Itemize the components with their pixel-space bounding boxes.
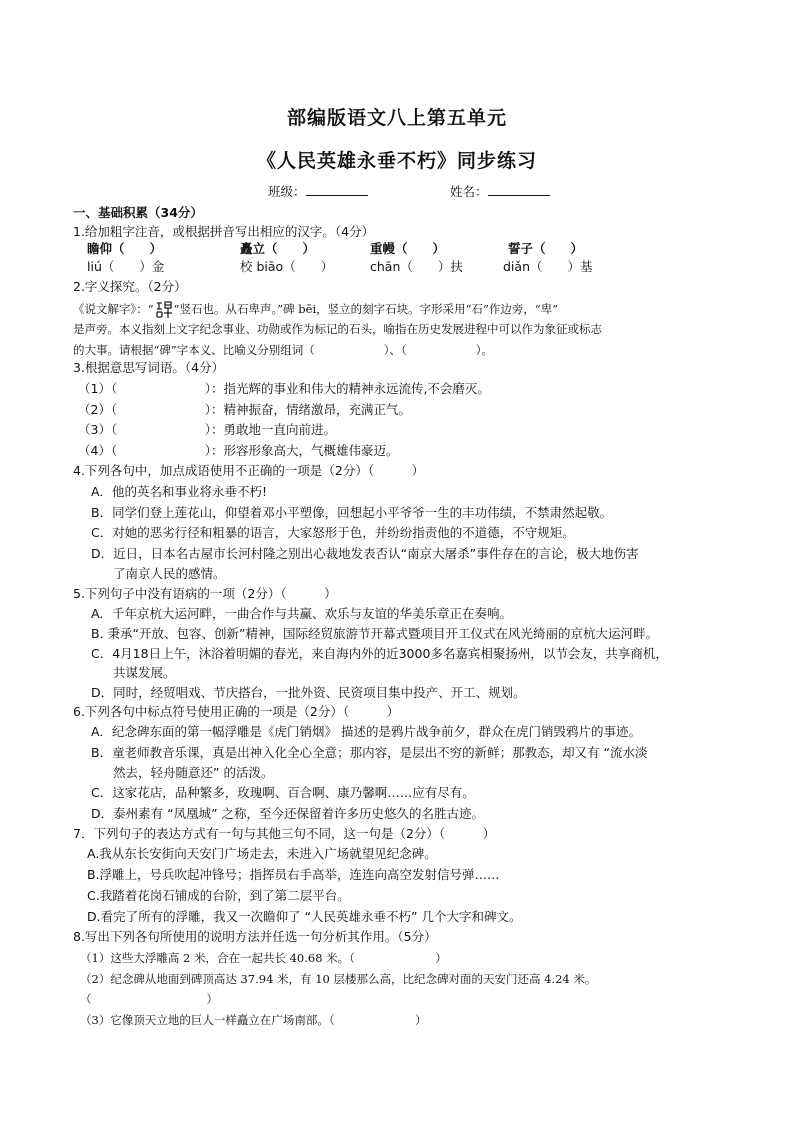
name-blank[interactable] bbox=[488, 183, 550, 196]
q4-option-d-cont: 了南京人民的感情。 bbox=[113, 566, 226, 581]
q5-option-c-cont: 共谋发展。 bbox=[113, 665, 176, 680]
worksheet-subtitle: 《人民英雄永垂不朽》同步练习 bbox=[256, 150, 537, 172]
q7-option-a: A.我从东长安街向天安门广场走去，未进入广场就望见纪念碑。 bbox=[87, 846, 437, 861]
q4-option-c: C．对她的恶劣行径和粗暴的语言，大家怒形于色，并纷纷指责他的不道德，不守规矩。 bbox=[91, 525, 575, 540]
q4-option-d: D．近日，日本名古屋市长河村隆之别出心裁地发表否认“南京大屠杀”事件存在的言论，极大地伤害 bbox=[91, 546, 639, 561]
q3-item-3: （3）（ ）：勇敢地一直向前进。 bbox=[78, 422, 336, 437]
q5-option-c: C．4月18日上午，沐浴着明媚的春光，来自海内外的近3000多名嘉宾相聚扬州，以节会友，共享商机， bbox=[91, 646, 668, 661]
q6-option-b: B．童老师教音乐课，真是出神入化全心全意；那内容，是层出不穷的新鲜；那教态，却又有 “流水淡 bbox=[91, 745, 648, 760]
name-field[interactable] bbox=[450, 183, 550, 200]
q5-option-d: D．同时，经贸唱戏、节庆搭台，一批外资、民资项目集中投产、开工、规划。 bbox=[91, 685, 526, 700]
q2-passage-line-2: 是声旁。本义指刻上文字纪念事业、功勋或作为标记的石头，喻指在历史发展进程中可以作为象征或标志 bbox=[73, 322, 602, 336]
q3-item-4: （4）（ ）：形容形象高大，气概雄伟豪迈。 bbox=[78, 443, 399, 458]
question-7-stem: 7．下列句子的表达方式有一句与其他三句不同，这一句是（2分）（ ） bbox=[73, 826, 496, 841]
question-2-stem: 2.字义探究。（2分） bbox=[73, 279, 187, 294]
class-label: 班级： bbox=[268, 184, 306, 199]
q1-item-5: liú（ ）金 bbox=[87, 259, 165, 274]
question-5-stem: 5.下列句子中没有语病的一项（2分）（ ） bbox=[73, 586, 337, 601]
q1-item-3: 重幔（ ） bbox=[370, 241, 446, 256]
question-6-stem: 6.下列各句中标点符号使用正确的一项是（2分）（ ） bbox=[73, 704, 400, 719]
q1-item-1: 瞻仰（ ） bbox=[87, 241, 163, 256]
ancient-seal-character-icon bbox=[154, 300, 174, 320]
q2-passage-line-3: 的大事。请根据“碑”字本义、比喻义分别组词（ ）、（ ）。 bbox=[73, 343, 494, 357]
question-1-stem: 1.给加粗字注音，或根据拼音写出相应的汉字。（4分） bbox=[73, 224, 375, 239]
q2-passage-part-a: 《说文解字》：“ bbox=[73, 302, 154, 316]
q1-item-7: chān（ ）扶 bbox=[370, 259, 463, 274]
q6-option-c: C．这家花店，品种繁多，玫瑰啊、百合啊、康乃馨啊……应有尽有。 bbox=[91, 785, 475, 800]
q2-passage-part-b: ”竖石也。从石卑声。”碑 bēi，竖立的刻字石块。字形采用“石”作边旁，“卑” bbox=[173, 302, 559, 316]
q3-item-2: （2）（ ）：精神振奋，情绪激昂，充满正气。 bbox=[78, 402, 411, 417]
q8-item-2: （2）纪念碑从地面到碑顶高达 37.94 米，有 10 层楼那么高，比纪念碑对面的天安门还高 4.24 米。 bbox=[80, 972, 597, 986]
section-heading: 一、基础积累（34分） bbox=[73, 205, 203, 220]
q2-passage-line-1 bbox=[73, 300, 558, 320]
worksheet-title: 部编版语文八上第五单元 bbox=[286, 107, 507, 129]
q6-option-b-cont: 然去，轻舟随意还” 的活泼。 bbox=[113, 765, 274, 780]
q1-item-4: 誓子（ ） bbox=[508, 241, 584, 256]
q8-item-1: （1）这些大浮雕高 2 米，合在一起共长 40.68 米。（ ） bbox=[80, 951, 447, 965]
q5-option-b: B. 秉承“开放、包容、创新”精神，国际经贸旅游节开幕式暨项目开工仪式在风光绮丽的京杭大运河畔。 bbox=[91, 626, 658, 641]
q6-option-a: A．纪念碑东面的第一幅浮雕是《虎门销烟》 描述的是鸦片战争前夕，群众在虎门销毁鸦片的事迹。 bbox=[91, 724, 642, 739]
name-label: 姓名： bbox=[450, 184, 488, 199]
class-blank[interactable] bbox=[306, 183, 368, 196]
q8-item-3: （3）它像顶天立地的巨人一样矗立在广场南部。（ ） bbox=[80, 1013, 427, 1027]
q1-item-8: diǎn（ ）基 bbox=[503, 259, 593, 274]
question-3-stem: 3.根据意思写词语。（4分） bbox=[73, 360, 225, 375]
question-4-stem: 4.下列各句中，加点成语使用不正确的一项是（2分）（ ） bbox=[73, 463, 425, 478]
q4-option-a: A．他的英名和事业将永垂不朽! bbox=[91, 484, 268, 499]
q5-option-a: A．千年京杭大运河畔，一曲合作与共赢、欢乐与友谊的华美乐章正在奏响。 bbox=[91, 606, 513, 621]
q1-item-2: 矗立（ ） bbox=[240, 241, 316, 256]
question-8-stem: 8.写出下列各句所使用的说明方法并任选一句分析其作用。（5分） bbox=[73, 929, 437, 944]
q1-item-6: 校 biāo（ ） bbox=[240, 259, 334, 274]
q7-option-b: B.浮雕上，号兵吹起冲锋号；指挥员右手高举，连连向高空发射信号弹…… bbox=[87, 867, 500, 882]
q3-item-1: （1）（ ）：指光辉的事业和伟大的精神永远流传,不会磨灭。 bbox=[78, 381, 490, 396]
q6-option-d: D．泰州素有 “凤凰城” 之称，至今还保留着许多历史悠久的名胜古迹。 bbox=[91, 806, 485, 821]
class-field[interactable] bbox=[268, 183, 368, 200]
q4-option-b: B．同学们登上莲花山，仰望着邓小平塑像，回想起小平爷爷一生的丰功伟绩，不禁肃然起敬。 bbox=[91, 505, 613, 520]
q7-option-d: D.看完了所有的浮雕，我又一次瞻仰了 “人民英雄永垂不朽” 几个大字和碑文。 bbox=[87, 909, 522, 924]
q8-item-2-answer: （ ） bbox=[80, 992, 218, 1006]
q7-option-c: C.我踏着花岗石铺成的台阶，到了第二层平台。 bbox=[87, 888, 350, 903]
